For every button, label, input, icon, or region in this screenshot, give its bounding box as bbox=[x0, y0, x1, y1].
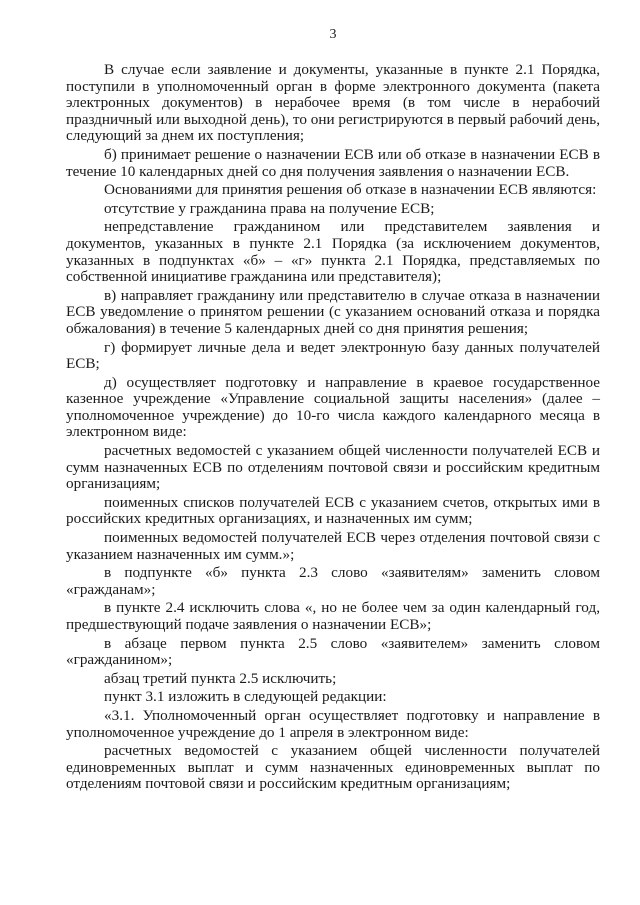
paragraph-registration-rule: В случае если заявление и документы, указанные в пункте 2.1 Порядка, поступили в уполномоченный орган в форме электронного документа (пакета электронных документов) в нерабочее время (в том числе в нерабочий праздничный или выходной день), то они регистрируются в первый рабочий день, следующий за днем их поступления; bbox=[66, 61, 600, 145]
paragraph-settlement-statements: расчетных ведомостей с указанием общей численности получателей ЕСВ и сумм назначенных ЕСВ по отделениям почтовой связи и российским кредитным организациям; bbox=[66, 442, 600, 493]
paragraph-named-lists: поименных списков получателей ЕСВ с указанием счетов, открытых ими в российских кредитных организациях, и назначенных им сумм; bbox=[66, 493, 600, 528]
paragraph-amend-2-5: в абзаце первом пункта 2.5 слово «заявителем» заменить словом «гражданином»; bbox=[66, 634, 600, 669]
paragraph-delete-2-5: абзац третий пункта 2.5 исключить; bbox=[104, 669, 337, 687]
paragraph-item-g: г) формирует личные дела и ведет электронную базу данных получателей ЕСВ; bbox=[66, 338, 600, 373]
paragraph-refusal-grounds: Основаниями для принятия решения об отказе в назначении ЕСВ являются: bbox=[104, 181, 597, 199]
paragraph-amend-2-4: в пункте 2.4 исключить слова «, но не более чем за один календарный год, предшествующий подаче заявления о назначении ЕСВ»; bbox=[66, 599, 600, 633]
paragraph-lump-sum-statements: расчетных ведомостей с указанием общей численности получателей единовременных выплат и сумм назначенных единовременных выплат по отделениям почтовой связи и российским кредитным организациям; bbox=[66, 742, 600, 793]
paragraph-item-v: в) направляет гражданину или представителю в случае отказа в назначении ЕСВ уведомление о принятом решении (с указанием оснований отказа и порядка обжалования) в течение 5 календарных дней со дня принятия решения; bbox=[66, 286, 600, 337]
paragraph-named-statements: поименных ведомостей получателей ЕСВ через отделения почтовой связи с указанием назначенных им сумм.»; bbox=[66, 529, 600, 563]
paragraph-clause-3-1: «3.1. Уполномоченный орган осуществляет подготовку и направление в уполномоченное учреждение до 1 апреля в электронном виде: bbox=[66, 706, 600, 741]
paragraph-restate-3-1: пункт 3.1 изложить в следующей редакции: bbox=[104, 688, 387, 706]
page-number: 3 bbox=[329, 27, 337, 42]
paragraph-amend-2-3: в подпункте «б» пункта 2.3 слово «заявителям» заменить словом «гражданам»; bbox=[66, 564, 600, 598]
paragraph-non-submission: непредставление гражданином или представителем заявления и документов, указанных в пункте 2.1 Порядка (за исключением документов, указанных в подпунктах «б» – «г» пункта 2.1 Порядка, представляемых по собственной инициативе гражданина или представителя); bbox=[66, 218, 600, 286]
paragraph-item-d: д) осуществляет подготовку и направление в краевое государственное казенное учреждение «Управление социальной защиты населения» (далее – уполномоченное учреждение) до 10-го числа каждого календарного месяца в электронном виде: bbox=[66, 373, 600, 441]
paragraph-no-right: отсутствие у гражданина права на получение ЕСВ; bbox=[104, 199, 435, 217]
paragraph-item-b: б) принимает решение о назначении ЕСВ или об отказе в назначении ЕСВ в течение 10 календарных дней со дня получения заявления о назначении ЕСВ. bbox=[66, 145, 600, 180]
